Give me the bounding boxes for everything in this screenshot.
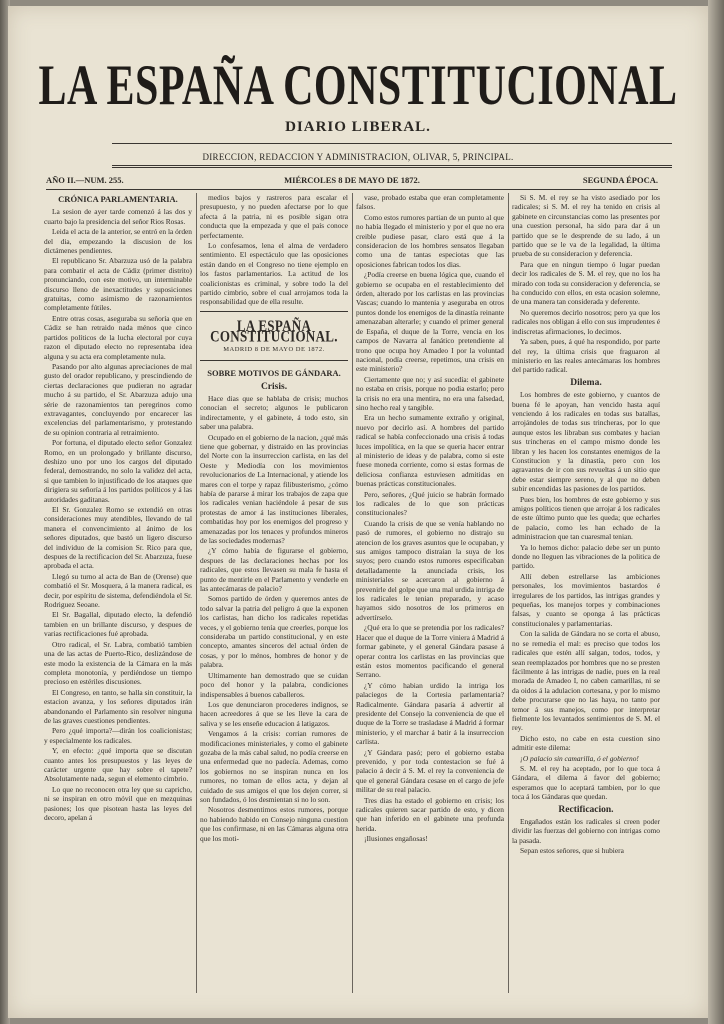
paragraph: El Sr. Bagallal, diputado electo, la defendió tambien en un brillante discurso, y despues de varias rectificaciones fué aprobada. bbox=[44, 610, 192, 639]
paragraph: El Congreso, en tanto, se halla sin constituir, la estacion avanza, y los señores diputados irán abandonando el Parlamento sin resolver ninguna de las graves cuestiones pendientes. bbox=[44, 687, 192, 725]
paragraph: Tres dias ha estado el gobierno en crisis; los radicales quieren sacar partido de esto, y dicen que han inferido en el gabinete una profunda herida. bbox=[356, 795, 504, 833]
editorial-subheading: SOBRE MOTIVOS DE GÁNDARA. bbox=[207, 368, 341, 379]
masthead-title: LA ESPAÑA CONSTITUCIONAL bbox=[38, 55, 678, 118]
issue-number: AÑO II.—NUM. 255. bbox=[46, 175, 124, 185]
paragraph: ¿Y cómo habian urdido la intriga los palaciegos de la Cortesia parlamentaria? Radicalmente. Gándara pasaría á advertir al presidente del Consejo la conveniencia de que el duque de la Torre se trasladase á Madrid á formar ministerio, y el marchar á batir á la insurreccion carlista. bbox=[356, 680, 504, 747]
paragraph: S. M. el rey ha aceptado, por lo que toca á Gándara, el dilema á favor del gobierno; esperamos que lo aceptará tambien, por lo que toca á los Gándaras que quedan. bbox=[512, 763, 660, 802]
issue-epoch: SEGUNDA ÉPOCA. bbox=[582, 175, 658, 185]
paragraph: Allí deben estrellarse las ambiciones personales, los movimientos bastardos é irregulares de los partidos, las intrigas grandes y pequeñas, los manejos torpes y combinaciones falsas, y cuanto se oponga á las prácticas constitucionales y parlamentarias. bbox=[512, 571, 660, 628]
paragraph: Llegó su turno al acta de Ban de (Orense) que combatió el Sr. Mosquera, á la manera radical, es decir, por espíritu de sistema, defendiéndola el Sr. Rodriguez Seoane. bbox=[44, 571, 192, 610]
paragraph: Nosotros desmentimos estos rumores, porque no habiendo habido en Consejo ninguna cuestion que los confirmase, ni en las Cámaras alguna otra que los moti- bbox=[200, 805, 348, 843]
paragraph: Entre otras cosas, aseguraba su señoría que en Cádiz se han retraido nada ménos que cinco partidos políticos de la lucha electoral por cuya razon el diputado electo no representaba idea alguna y su acta era completamente nula. bbox=[44, 313, 192, 361]
paragraph: Con la salida de Gándara no se corta el abuso, no se remedia el mal: es preciso que todos los radicales que estén allí salgan, todos, todos, y sean reemplazados por hombres que no se presten fácilmente á las intrigas de nadie, pues en la real morada de Amadeo I, no caben camarillas, ni se da oidos á la adulacion cortesana, y por lo mismo debe procurarse que no las haya, no tanto por temor á sus manejos, como por interpretar fielmente los levantados sentimientos de S. M. el rey. bbox=[512, 629, 660, 733]
issue-date: MIÉRCOLES 8 DE MAYO DE 1872. bbox=[284, 175, 420, 185]
paragraph: Somos partido de órden y queremos antes de todo salvar la patria del peligro á que la exponen los carlistas, han dicho los radicales repetidas veces, y el gobierno tenía que creerles, porque los consideraba un partido constitucional, y en este concepto, amantes sinceros del actual órden de cosas, y por lo ménos, hombres de honor y de palabra. bbox=[200, 594, 348, 670]
section-rule bbox=[200, 360, 348, 361]
section-rule bbox=[200, 311, 348, 312]
paragraph: El republicano Sr. Abarzuza usó de la palabra para combatir el acta de Cádiz (primer distrito) pronunciando, con este motivo, un interminable discurso lleno de inexactitudes y suposiciones gratuitas, como asimismo de razonamientos completamente fútiles. bbox=[44, 256, 192, 313]
column-1-heading: CRÓNICA PARLAMENTARIA. bbox=[58, 194, 178, 204]
paragraph: Ya saben, pues, á qué ha respondido, por parte del rey, la última crisis que fraguaron al ministerio en las reales antecámaras los hombres del partido radical. bbox=[512, 337, 660, 375]
column-divider bbox=[196, 193, 197, 993]
paragraph: Si S. M. el rey se ha visto asediado por los radicales; si S. M. el rey ha tenido en crisis al gabinete en circunstancias como las presentes por una cuestion personal, ha sido para dar á un partido que se le desprende de su lado, á un partido que se le va de la legalidad, la última prueba de su consideracion y deferencia. bbox=[512, 193, 660, 259]
paragraph: Ocupado en el gobierno de la nacion, ¿qué más tiene que gobernar, y distraido en las provincias del Norte con la insurreccion carlista, en las del Oeste y Mediodía con los movimientos revolucionarios de La Internacional, y atiende los mares con el torpe y rapaz filibusterismo, ¿cómo había de pararse á mirar los trabajos de zapa que los radicales venian haciéndole á pesar de sus protestas de amor á las instituciones liberales, combatidas hoy por los enemigos del progreso y amenazadas por los tenaces y profundos mineros de las sociedades modernas? bbox=[200, 432, 348, 545]
paragraph: Hace dias que se hablaba de crisis; muchos conocian el secreto; algunos le publicaron indirectamente, y el gabinete, á todo esto, sin saber una palabra. bbox=[200, 393, 348, 432]
paragraph: ¿Y cómo había de figurarse el gobierno, despues de las declaraciones hechas por los radicales, que estos llevasen su mala fe hasta el punto de mentirle en el Parlamento y venderle en las antecámaras de palacio? bbox=[200, 546, 348, 594]
column-4 bbox=[512, 193, 660, 993]
paragraph: Pues bien, los hombres de este gobierno y sus amigos políticos tienen que arrojar á los radicales de este último punto que les queda; que echarles de palacio, como les han echado de la administracion que tan cuaresmal tenian. bbox=[512, 494, 660, 542]
paragraph: ¿Y Gándara pasó; pero el gobierno estaba prevenido, y por toda contestacion se fué á palacio á decir á S. M. el rey la conveniencia de que el general Gándara cesase en el cargo de jefe militar de su real palacio. bbox=[356, 747, 504, 795]
column-2 bbox=[200, 193, 348, 993]
paragraph: Ultimamente han demostrado que se cuidan poco del honor y la palabra, condiciones indispensables á buenos caballeros. bbox=[200, 670, 348, 699]
paragraph: Para que en ningun tiempo ó lugar puedan decir los radicales de S. M. el rey, que no los ha mirado con toda su consideracion y deferencia, se ha conducido con ellos, en esta ocasion solemne, de una manera tan considerada y deferente. bbox=[512, 259, 660, 307]
paragraph: Los que denunciaron procederes indignos, se hacen acreedores á que se les lleve la cara de saliva y se les enseñe educacion á latigazos. bbox=[200, 699, 348, 728]
paragraph: Por fortuna, el diputado electo señor Gonzalez Romo, en un prolongado y brillante discurso, deshizo uno por uno los cargos del diputado federal, demostrando, no solo la validez del acta, si que tambien lo injustificado de los ataques que dirigiera su señoría á los partidos políticos y á las autoridades gaditanas. bbox=[44, 438, 192, 504]
dateline-rule bbox=[46, 189, 658, 190]
paragraph: Era un hecho sumamente extraño y original, nuevo por decirlo así. A hombres del partido radical se había confeccionado una crisis á todas luces impolítica, en la que se queria hacer entrar al ministerio de ideas y de palabra, como si este fuese moneda corriente, como si estas formas de deliciosa confianza estuviesen admitidas en buenas prácticas constitucionales. bbox=[356, 413, 504, 489]
paragraph: El Sr. Gonzalez Romo se extendió en otras consideraciones muy atendibles, llevando de tal manera el convencimiento al ánimo de los señores diputados, que bastó un ligero discurso del individuo de la comision Sr. Rico para que, despues de la rectificacion del Sr. Abarzuza, fuese aprobada el acta. bbox=[44, 505, 192, 571]
paragraph: Sepan estos señores, que si hubiera bbox=[520, 846, 624, 856]
paragraph: Cuando la crisis de que se venía hablando no pasó de rumores, el gobierno no distrajo su atencion de los graves asuntos que le ocupaban, y sus amigos tampoco distraían la suya de los suyos; pero cuando estos rumores especificaban detalladamente la anunciada crisis, los ministeriales se acercaron al gobierno á prevenirle del golpe que una mal urdida intriga de los radicales le tenian preparado, y acaso hayamos sido nosotros de los primeros en advertírselo. bbox=[356, 518, 504, 622]
masthead-subtitle: DIARIO LIBERAL. bbox=[285, 119, 431, 135]
section-heading-dilema: Dilema. bbox=[570, 377, 602, 388]
paragraph: Ciertamente que no; y así sucedía: el gabinete no estaba en crisis, porque no podia estarlo; pero la crisis no era una mentira, no era una falsedad, sino hecho real y tangible. bbox=[356, 374, 504, 412]
header-rule-bottom bbox=[112, 165, 672, 168]
header-rule-top bbox=[112, 143, 672, 144]
column-3 bbox=[356, 193, 504, 993]
paragraph: vase, probado estaba que eran completamente falsos. bbox=[356, 193, 504, 212]
section-heading-crisis: Crisis. bbox=[260, 381, 288, 392]
paragraph: Dicho esto, no cabe en esta cuestion sino admitir este dilema: bbox=[512, 733, 660, 753]
column-divider bbox=[508, 193, 509, 993]
paragraph: medios bajos y rastreros para escalar el presupuesto, y no pueden afectarse por lo que afecta á la patria, ni es posible sigan otra conducta que la empezada y que el país conoce perfectamente. bbox=[200, 193, 348, 240]
paragraph: Pasando por alto algunas apreciaciones de mal gusto del orador republicano, y prescindiendo de ciertas declaraciones que pudieran no agradar mucho á su partido, el Sr. Abarzuza adujo una série de razonamientos tan peregrinos como extravagantes, concluyendo por encarecer las excelencias del parlamentarismo, y protestando de su opinion contraria al retraimiento. bbox=[44, 361, 192, 437]
paragraph: No queremos decirlo nosotros; pero ya que los radicales nos obligan á ello con sus imprudentes é indiscretas afirmaciones, lo decimos. bbox=[512, 307, 660, 336]
paragraph: Otro radical, el Sr. Labra, combatió tambien una de las actas de Puerto-Rico, deslizándose de este modo la existencia de la Cámara en la más completa monotonía, y perdiéndose un tiempo precioso en estériles discusiones. bbox=[44, 639, 192, 687]
paragraph: ¿Podía creerse en buena lógica que, cuando el gobierno se ocupaba en el restablecimiento del órden, alterado por los carlistas en las provincias Vascas; cuando lo mantenia y aseguraba en otros puntos donde los enemigos de la dinastía reinante amenazaban alterarle; y cuando el primer general de España, el duque de la Torre, vencia en los campos de Navarra al fanático pretendiente al trono que ocupa hoy Amadeo I por la voluntad nacional, podía creerse, repetimos, una crisis en este ministerio? bbox=[356, 270, 504, 374]
paragraph: Vengamos á la crisis: corrian rumores de modificaciones ministeriales, y como el gabinete gozaba de la más cabal salud, no podía creerse en una enfermedad que no padecía. Ademas, como los gobiernos no se inspiran nunca en los rumores, no toman de ellos acta, y dejan al cuidado de sus amigos el que los dejen correr, si son fundados, ó los desmientan si no lo son. bbox=[200, 729, 348, 804]
editorial-date: MADRID 8 DE MAYO DE 1872. bbox=[223, 345, 325, 353]
column-divider bbox=[352, 193, 353, 993]
editorial-masthead: LA ESPAÑA CONSTITUCIONAL. bbox=[210, 316, 338, 346]
paragraph: Engañados están los radicales si creen poder dividir las fuerzas del gobierno con intrigas como la pasada. bbox=[512, 817, 660, 845]
paragraph: ¡O palacio sin camarilla, ó el gobierno! bbox=[520, 753, 639, 763]
paragraph: ¡Ilusiones engañosas! bbox=[364, 834, 428, 844]
paragraph: ¿Qué era lo que se pretendia por los radicales? Hacer que el duque de la Torre viniera á Madrid á formar gabinete, y el general Gándara pasase á operar contra los carlistas en las provincias que están estos momentos pacificando el general Serrano. bbox=[356, 623, 504, 680]
section-heading-rectificacion: Rectificacion. bbox=[558, 804, 614, 815]
paragraph: Lo que no reconocen otra ley que su capricho, ni se inspiran en otro móvil que en mezquinas pasiones; los que pisotean hasta las leyes del decoro, apelan á bbox=[44, 784, 192, 822]
paragraph: La sesion de ayer tarde comenzó á las dos y cuarto bajo la presidencia del señor Rios Rosas. bbox=[44, 207, 192, 226]
paragraph: Como estos rumores partian de un punto al que no había llegado el ministerio y por el que no era creible pudiese pasar, claro está que á la consideracion de los hombres sensatos llegaban como una de tantas especiotas que las oposiciones fabrican todos los dias. bbox=[356, 212, 504, 269]
admin-address: DIRECCION, REDACCION Y ADMINISTRACION, OLIVAR, 5, PRINCIPAL. bbox=[202, 152, 514, 162]
paragraph: Leida el acta de la anterior, se entró en la órden del dia, empezando la discusion de los dictámenes pendientes. bbox=[44, 227, 192, 256]
paragraph: Y, en efecto: ¿qué importa que se discutan cuanto antes los presupuestos y las leyes de carácter urgente que hay sobre el tapete? Absolutamente nada, segun el elemento cimbrio. bbox=[44, 746, 192, 784]
paragraph: Ya lo hemos dicho: palacio debe ser un punto donde no lleguen las vibraciones de la politica de partido. bbox=[512, 542, 660, 571]
page-edge bbox=[708, 0, 724, 1024]
newspaper-page bbox=[8, 6, 708, 1018]
paragraph: Pero, señores, ¿Qué juicio se habrán formado los radicales de lo que son prácticas constitucionales? bbox=[356, 489, 504, 518]
column-1 bbox=[44, 193, 192, 993]
paragraph: Los hombres de este gobierno, y cuantos de buena fé le apoyan, han vencido hasta aquí venciendo á los radicales en todas sus batallas, arrojándoles de todas sus trincheras, por lo que aunque estos les libraban sus combates y hacian sus trincheras en el campo mismo donde les libran y les hacen los constantes enemigos de la Constitucion y la dinastía, pero con los agravantes de ir con sus revueltas á un sitio que debe estar siempre sereno, y al que no deben subir encendidas las pasiones de los partidos. bbox=[512, 390, 660, 494]
paragraph: Lo confesamos, lena el alma de verdadero sentimiento. El espectáculo que las oposiciones están dando en el Congreso no tiene ejemplo en los fastos parlamentarios. La actitud de los coalicionistas es criminal, y sobre todo la del partido cimbrio, sobre el cual arrojamos toda la responsabilidad que de ella resulte. bbox=[200, 241, 348, 307]
paragraph: Pero ¿qué importa?—dirán los coalicionistas; y especialmente los radicales. bbox=[44, 726, 192, 745]
dateline bbox=[46, 175, 658, 187]
